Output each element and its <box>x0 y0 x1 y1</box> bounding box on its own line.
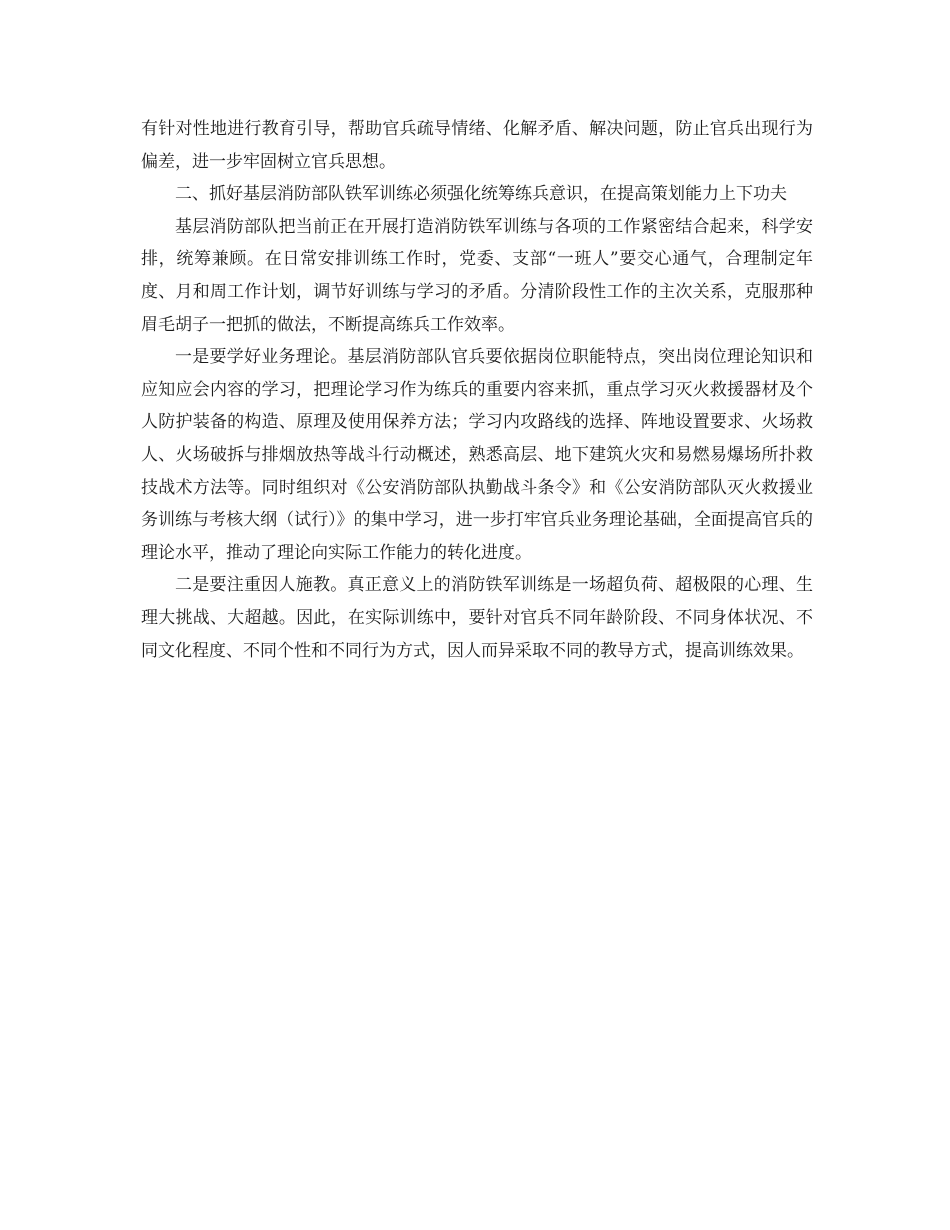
paragraph-section-heading: 二、抓好基层消防部队铁军训练必须强化统筹练兵意识，在提高策划能力上下功夫 <box>175 184 787 205</box>
paragraph-continuation: 有针对性地进行教育引导，帮助官兵疏导情绪、化解矛盾、解决问题，防止官兵出现行为偏差，进一步牢固树立官兵思想。 <box>141 119 813 172</box>
paragraph-point-two: 二是要注重因人施教。真正意义上的消防铁军训练是一场超负荷、超极限的心理、生理大挑战、大超越。因此，在实际训练中，要针对官兵不同年龄阶段、不同身体状况、不同文化程度、不同个性和不同行为方式，因人而异采取不同的教导方式，提高训练效果。 <box>141 575 813 661</box>
paragraph-body: 基层消防部队把当前正在开展打造消防铁军训练与各项的工作紧密结合起来，科学安排，统筹兼顾。在日常安排训练工作时，党委、支部“一班人”要交心通气，合理制定年度、月和周工作计划，调节好训练与学习的矛盾。分清阶段性工作的主次关系，克服那种眉毛胡子一把抓的做法，不断提高练兵工作效率。 <box>141 216 813 335</box>
document-page <box>141 113 813 667</box>
paragraph-point-one: 一是要学好业务理论。基层消防部队官兵要依据岗位职能特点，突出岗位理论知识和应知应会内容的学习，把理论学习作为练兵的重要内容来抓，重点学习灭火救援器材及个人防护装备的构造、原理及使用保养方法；学习内攻路线的选择、阵地设置要求、火场救人、火场破拆与排烟放热等战斗行动概述，熟悉高层、地下建筑火灾和易燃易爆场所扑救技战术方法等。同时组织对《公安消防部队执勤战斗条令》和《公安消防部队灭火救援业务训练与考核大纲（试行）》的集中学习，进一步打牢官兵业务理论基础，全面提高官兵的理论水平，推动了理论向实际工作能力的转化进度。 <box>141 347 813 563</box>
